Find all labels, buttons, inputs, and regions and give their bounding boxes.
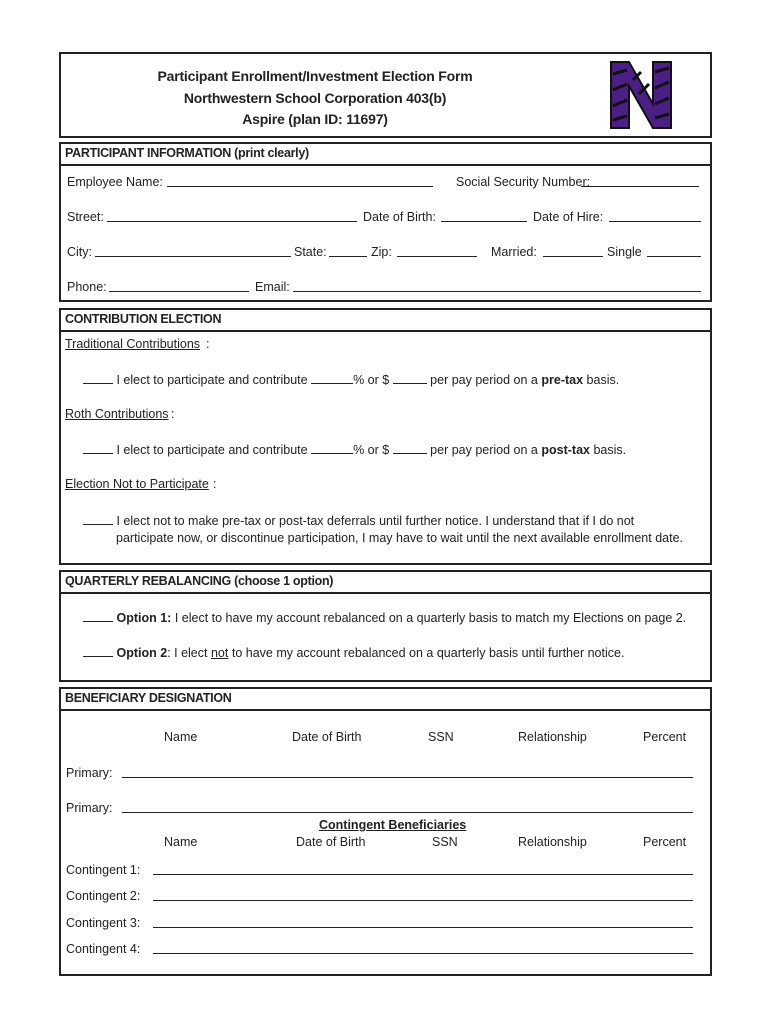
contingent-2-label: Contingent 2: <box>66 889 141 903</box>
traditional-row: I elect to participate and contribute % or $ per pay period on a pre-tax basis. <box>83 371 619 388</box>
contingent-2-field[interactable] <box>153 900 693 901</box>
contingent-3-field[interactable] <box>153 927 693 928</box>
col-relationship: Relationship <box>518 730 587 744</box>
primary-field-2[interactable] <box>122 812 693 813</box>
not-participate-check-field[interactable] <box>83 512 113 525</box>
zip-label: Zip: <box>371 245 392 259</box>
roth-label: Roth Contributions <box>65 407 169 421</box>
email-label: Email: <box>255 280 290 294</box>
contingent-col-percent: Percent <box>643 835 687 849</box>
beneficiary-section <box>59 687 712 976</box>
married-field[interactable] <box>543 256 603 257</box>
col-ssn: SSN <box>428 730 454 744</box>
employee-name-label: Employee Name: <box>67 175 163 189</box>
rebalancing-heading: QUARTERLY REBALANCING (choose 1 option) <box>61 572 710 594</box>
street-label: Street: <box>67 210 104 224</box>
doh-label: Date of Hire: <box>533 210 604 224</box>
contingent-1-field[interactable] <box>153 874 693 875</box>
participant-section <box>59 142 712 302</box>
roth-row: I elect to participate and contribute % or $ per pay period on a post-tax basis. <box>83 441 626 458</box>
roth-check-field[interactable] <box>83 441 113 454</box>
roth-pct-field[interactable] <box>311 441 353 454</box>
contingent-col-ssn: SSN <box>432 835 458 849</box>
contribution-heading: CONTRIBUTION ELECTION <box>61 310 710 332</box>
contingent-3-label: Contingent 3: <box>66 916 141 930</box>
roth-amt-field[interactable] <box>393 441 427 454</box>
contingent-4-field[interactable] <box>153 953 693 954</box>
not-participate-row-2: participate now, or discontinue participation, I may have to wait until the next available enrollment date. <box>116 531 683 545</box>
form-title: Participant Enrollment/Investment Election Form <box>157 68 473 84</box>
contribution-section: CONTRIBUTION ELECTION Traditional Contributions : I elect to participate and contribute % or $ per pay period on a pre-tax basis. Roth Contributions : I elect to participate and contribute % or $ per pay period on a post-tax basis. Election Not to Participate : I elect not to make pre-tax or post-tax deferrals until further notice. I understand that if I do not participate now, or discontinue participation, I may have to wait until the next available enrollment date. <box>59 308 712 565</box>
traditional-check-field[interactable] <box>83 371 113 384</box>
col-percent: Percent <box>643 730 687 744</box>
city-field[interactable] <box>95 256 291 257</box>
married-label: Married: <box>491 245 537 259</box>
primary-label-1: Primary: <box>66 766 113 780</box>
option2-row: Option 2: I elect not to have my account rebalanced on a quarterly basis until further notice. <box>83 644 624 661</box>
contingent-heading: Contingent Beneficiaries <box>319 818 467 832</box>
option2-check-field[interactable] <box>83 644 113 657</box>
zip-field[interactable] <box>397 256 477 257</box>
phone-label: Phone: <box>67 280 107 294</box>
contingent-1-label: Contingent 1: <box>66 863 141 877</box>
street-field[interactable] <box>107 221 357 222</box>
doh-field[interactable] <box>609 221 701 222</box>
contingent-col-name: Name <box>164 835 198 849</box>
logo-letter: N <box>641 100 642 101</box>
contingent-col-relationship: Relationship <box>518 835 587 849</box>
city-label: City: <box>67 245 92 259</box>
dob-field[interactable] <box>441 221 527 222</box>
dob-label: Date of Birth: <box>363 210 436 224</box>
option1-row: Option 1: I elect to have my account rebalanced on a quarterly basis to match my Elections on page 2. <box>83 609 686 626</box>
ssn-field[interactable] <box>581 186 699 187</box>
state-label: State: <box>294 245 327 259</box>
single-field[interactable] <box>647 256 701 257</box>
state-field[interactable] <box>329 256 367 257</box>
header-box <box>59 52 712 138</box>
not-participate-label: Election Not to Participate <box>65 477 209 491</box>
col-name: Name <box>164 730 198 744</box>
col-dob: Date of Birth <box>292 730 362 744</box>
traditional-pct-field[interactable] <box>311 371 353 384</box>
single-label: Single <box>607 245 642 259</box>
rebalancing-section <box>59 570 712 682</box>
traditional-label: Traditional Contributions <box>65 337 201 351</box>
ssn-label: Social Security Number: <box>456 175 591 189</box>
traditional-amt-field[interactable] <box>393 371 427 384</box>
contingent-col-dob: Date of Birth <box>296 835 366 849</box>
contingent-4-label: Contingent 4: <box>66 942 141 956</box>
plan-name: Northwestern School Corporation 403(b) <box>183 90 447 106</box>
not-participate-row: I elect not to make pre-tax or post-tax deferrals until further notice. I understand that if I do not <box>83 512 634 529</box>
employee-name-field[interactable] <box>167 186 433 187</box>
beneficiary-heading: BENEFICIARY DESIGNATION <box>61 689 710 711</box>
primary-label-2: Primary: <box>66 801 113 815</box>
email-field[interactable] <box>293 291 701 292</box>
plan-id: Aspire (plan ID: 11697) <box>242 111 388 127</box>
participant-heading: PARTICIPANT INFORMATION (print clearly) <box>61 144 710 166</box>
school-logo <box>609 60 673 130</box>
primary-field-1[interactable] <box>122 777 693 778</box>
option1-check-field[interactable] <box>83 609 113 622</box>
phone-field[interactable] <box>109 291 249 292</box>
